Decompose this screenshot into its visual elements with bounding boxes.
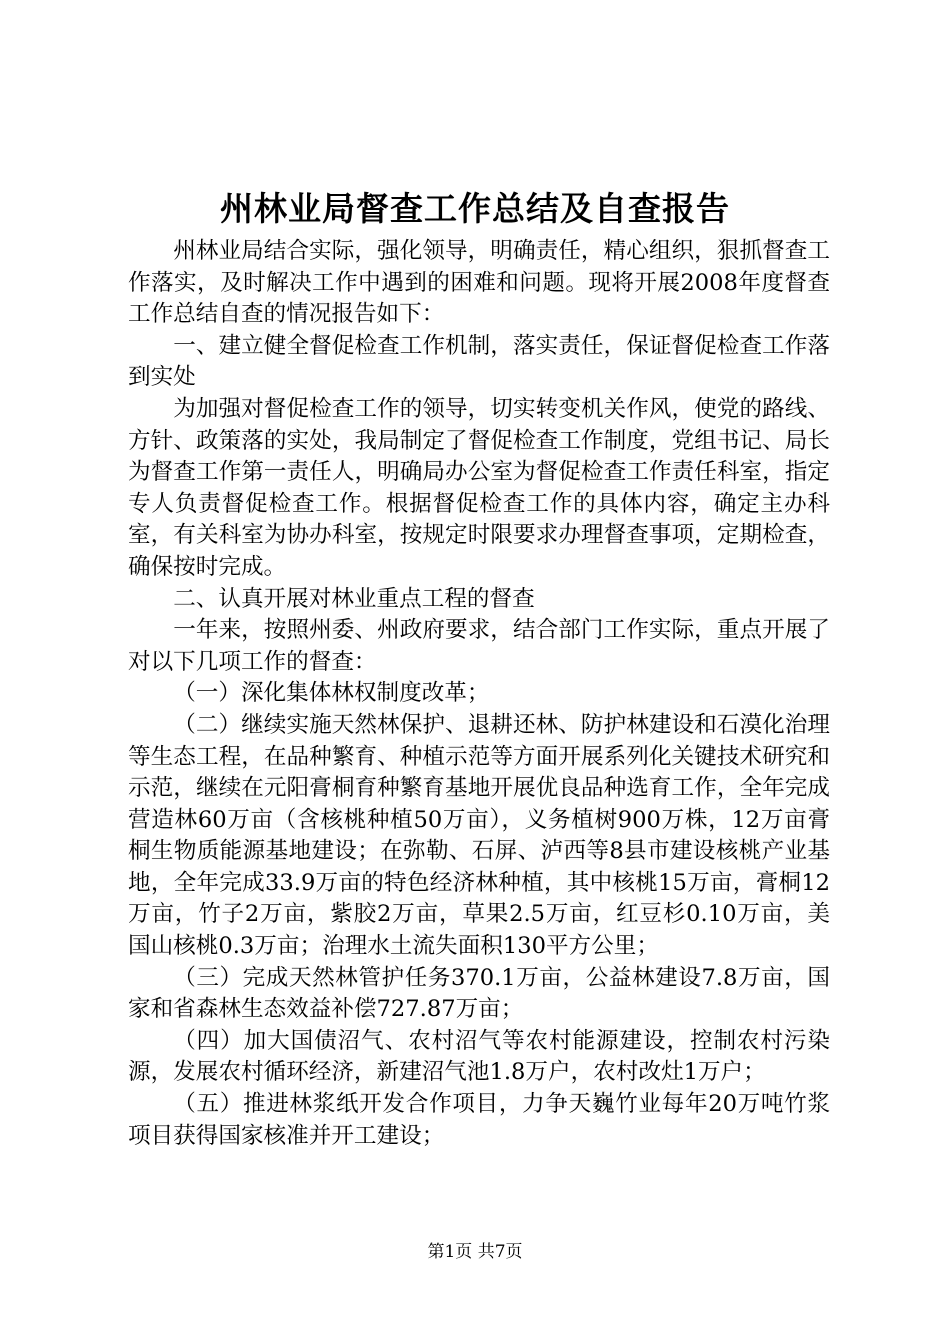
document-body [128, 236, 830, 1152]
paragraph-section-1: 为加强对督促检查工作的领导，切实转变机关作风，使党的路线、方针、政策落的实处，我局制定了督促检查工作制度，党组书记、局长为督查工作第一责任人，明确局办公室为督促检查工作责任科室，指定专人负责督促检查工作。根据督促检查工作的具体内容，确定主办科室，有关科室为协办科室，按规定时限要求办理督查事项，定期检查，确保按时完成。 [128, 395, 830, 580]
list-item-3: （三）完成天然林管护任务370.1万亩，公益林建设7.8万亩，国家和省森林生态效益补偿727.87万亩； [128, 964, 830, 1023]
section-heading-1: 一、建立健全督促检查工作机制，落实责任，保证督促检查工作落到实处 [128, 332, 830, 391]
list-item-5: （五）推进林浆纸开发合作项目，力争天巍竹业每年20万吨竹浆项目获得国家核准并开工建设； [128, 1091, 830, 1149]
paragraph-section-2: 一年来，按照州委、州政府要求，结合部门工作实际，重点开展了对以下几项工作的督查： [128, 617, 830, 675]
section-heading-2: 二、认真开展对林业重点工程的督查 [173, 585, 535, 612]
page-footer: 第1页 共7页 [427, 1242, 523, 1262]
list-item-1: （一）深化集体林权制度改革； [173, 680, 490, 707]
document-title: 州林业局督查工作总结及自查报告 [220, 189, 730, 228]
list-item-2: （二）继续实施天然林保护、退耕还林、防护林建设和石漠化治理等生态工程，在品种繁育、种植示范等方面开展系列化关键技术研究和示范，继续在元阳膏桐育种繁育基地开展优良品种选育工作，全年完成营造林60万亩（含核桃种植50万亩），义务植树900万株，12万亩膏桐生物质能源基地建设；在弥勒、石屏、泸西等8县市建设核桃产业基地，全年完成33.9万亩的特色经济林种植，其中核桃15万亩，膏桐12万亩，竹子2万亩，紫胶2万亩，草果2.5万亩，红豆杉0.10万亩，美国山核桃0.3万亩；治理水土流失面积130平方公里； [128, 711, 830, 960]
list-item-4: （四）加大国债沼气、农村沼气等农村能源建设，控制农村污染源，发展农村循环经济，新建沼气池1.8万户，农村改灶1万户； [128, 1027, 830, 1086]
paragraph-intro: 州林业局结合实际，强化领导，明确责任，精心组织，狠抓督查工作落实，及时解决工作中遇到的困难和问题。现将开展2008年度督查工作总结自查的情况报告如下： [128, 238, 830, 328]
